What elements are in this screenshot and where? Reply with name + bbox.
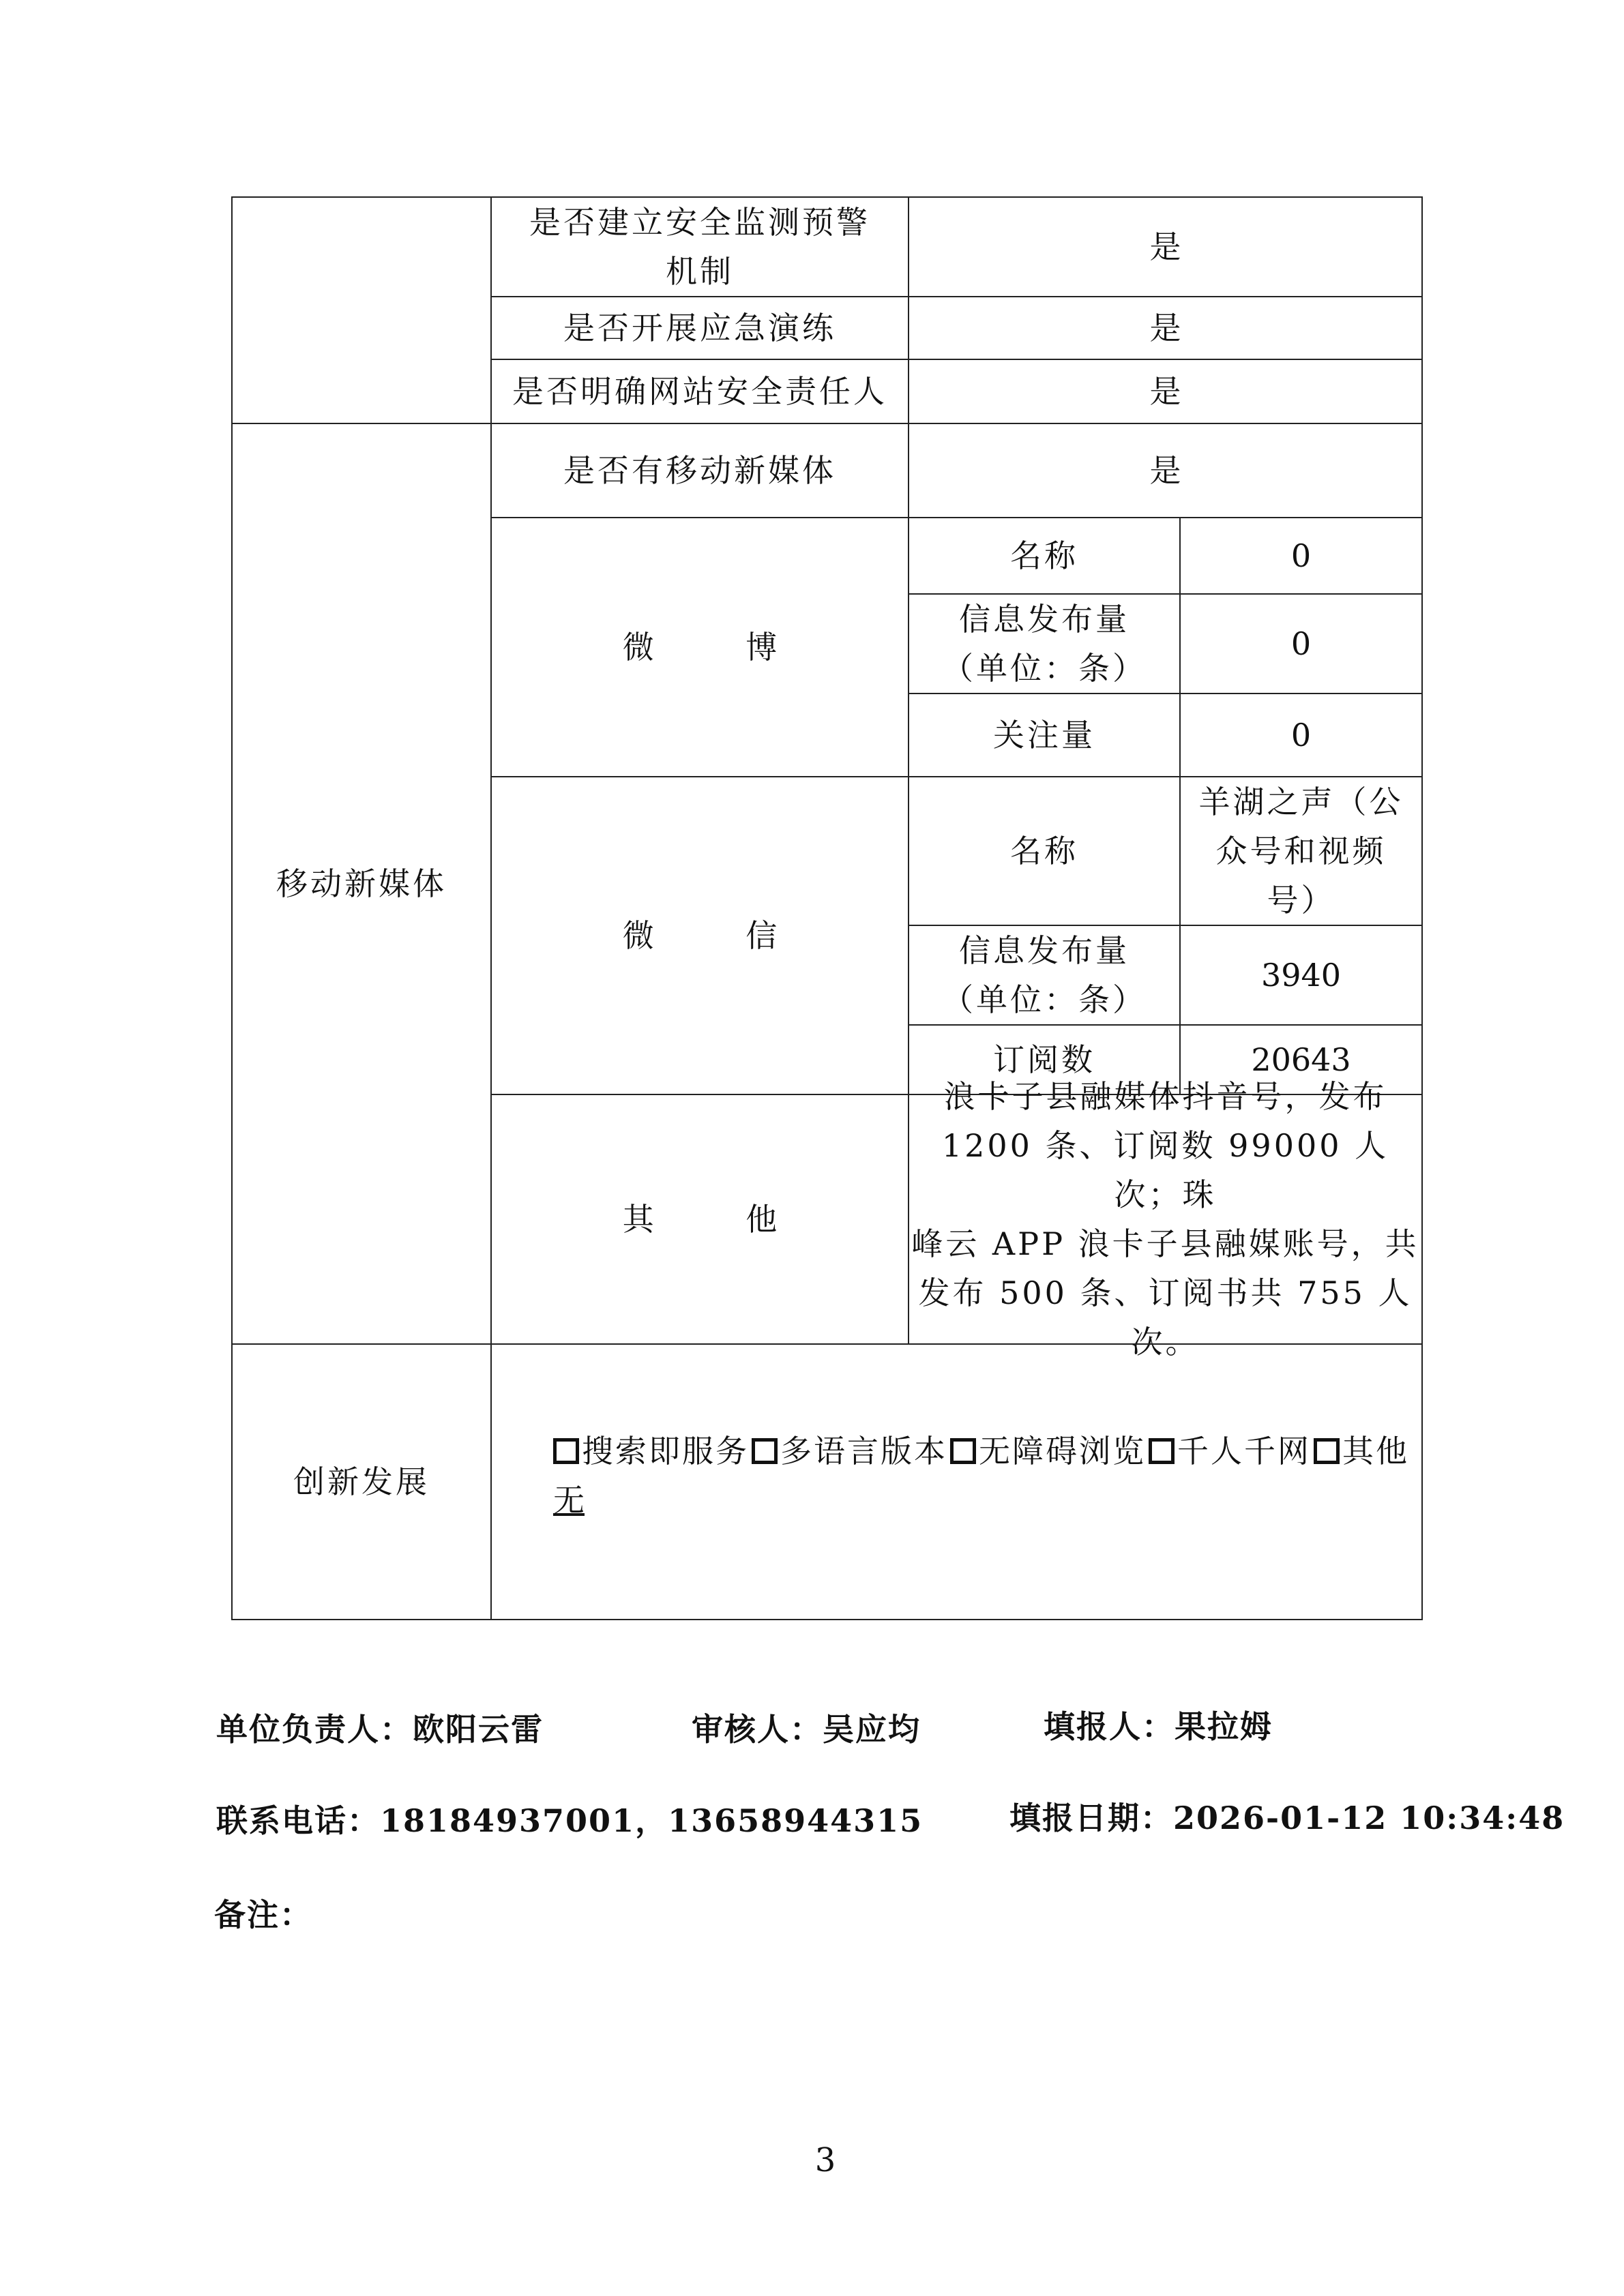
innovation-checkbox-row	[553, 1427, 1412, 1476]
wechat-name-value: 羊湖之声（公 众号和视频 号）	[1179, 776, 1423, 926]
weibo-label: 微 博	[490, 517, 909, 777]
remark-label: 备注：	[214, 1896, 312, 1933]
filler: 填报人：果拉姆	[1044, 1708, 1273, 1745]
page-number: 3	[814, 2141, 836, 2179]
wechat-name-label: 名称	[908, 776, 1181, 926]
weibo-posts-value: 0	[1179, 593, 1423, 694]
option-search-service: 搜索即服务	[582, 1433, 749, 1470]
wechat-posts-value: 3940	[1179, 925, 1423, 1026]
checkbox-other[interactable]	[1314, 1438, 1340, 1464]
checkbox-multilingual[interactable]	[752, 1438, 778, 1464]
weibo-follow-label: 关注量	[908, 693, 1181, 777]
wechat-posts-label: 信息发布量 （单位：条）	[908, 925, 1181, 1026]
innovation-options	[490, 1343, 1423, 1620]
mobile-section-label: 移动新媒体	[231, 423, 492, 1345]
reviewer: 审核人：吴应均	[692, 1711, 921, 1748]
security-row-responsible-label: 是否明确网站安全责任人	[490, 359, 909, 424]
has-mobile-label: 是否有移动新媒体	[490, 423, 909, 518]
checkbox-personalized[interactable]	[1149, 1438, 1175, 1464]
weibo-posts-label: 信息发布量 （单位：条）	[908, 593, 1181, 694]
option-accessibility: 无障碍浏览	[979, 1433, 1146, 1470]
security-row-responsible-value: 是	[908, 359, 1423, 424]
fill-date: 填报日期：2026-01-12 10:34:48	[1009, 1800, 1565, 1836]
checkbox-search-service[interactable]	[553, 1438, 579, 1464]
unit-leader: 单位负责人：欧阳云雷	[216, 1711, 544, 1748]
security-row-drill-value: 是	[908, 296, 1423, 360]
wechat-label: 微 信	[490, 776, 909, 1095]
other-label: 其 他	[490, 1094, 909, 1345]
checkbox-accessibility[interactable]	[950, 1438, 976, 1464]
contact-phone: 联系电话：18184937001，13658944315	[216, 1802, 924, 1839]
weibo-name-label: 名称	[908, 517, 1181, 595]
report-table	[231, 196, 1423, 1620]
has-mobile-value: 是	[908, 423, 1423, 518]
option-multilingual: 多语言版本	[780, 1433, 947, 1470]
other-value: 浪卡子县融媒体抖音号，发布 1200 条、订阅数 99000 人次；珠 峰云 APP 浪卡子县融媒账号，共 发布 500 条、订阅书共 755 人 次。	[908, 1094, 1423, 1345]
weibo-follow-value: 0	[1179, 693, 1423, 777]
wechat-subs-label: 订阅数	[908, 1024, 1181, 1095]
wechat-subs-value: 20643	[1179, 1024, 1423, 1095]
security-section-label	[231, 196, 492, 424]
innovation-section-label: 创新发展	[231, 1343, 492, 1620]
option-other: 其他	[1342, 1433, 1409, 1470]
security-row-monitoring-label: 是否建立安全监测预警 机制	[490, 196, 909, 297]
weibo-name-value: 0	[1179, 517, 1423, 595]
security-row-monitoring-value: 是	[908, 196, 1423, 297]
innovation-other-text: 无	[553, 1482, 585, 1519]
option-personalized: 千人千网	[1177, 1433, 1311, 1470]
security-row-drill-label: 是否开展应急演练	[490, 296, 909, 360]
